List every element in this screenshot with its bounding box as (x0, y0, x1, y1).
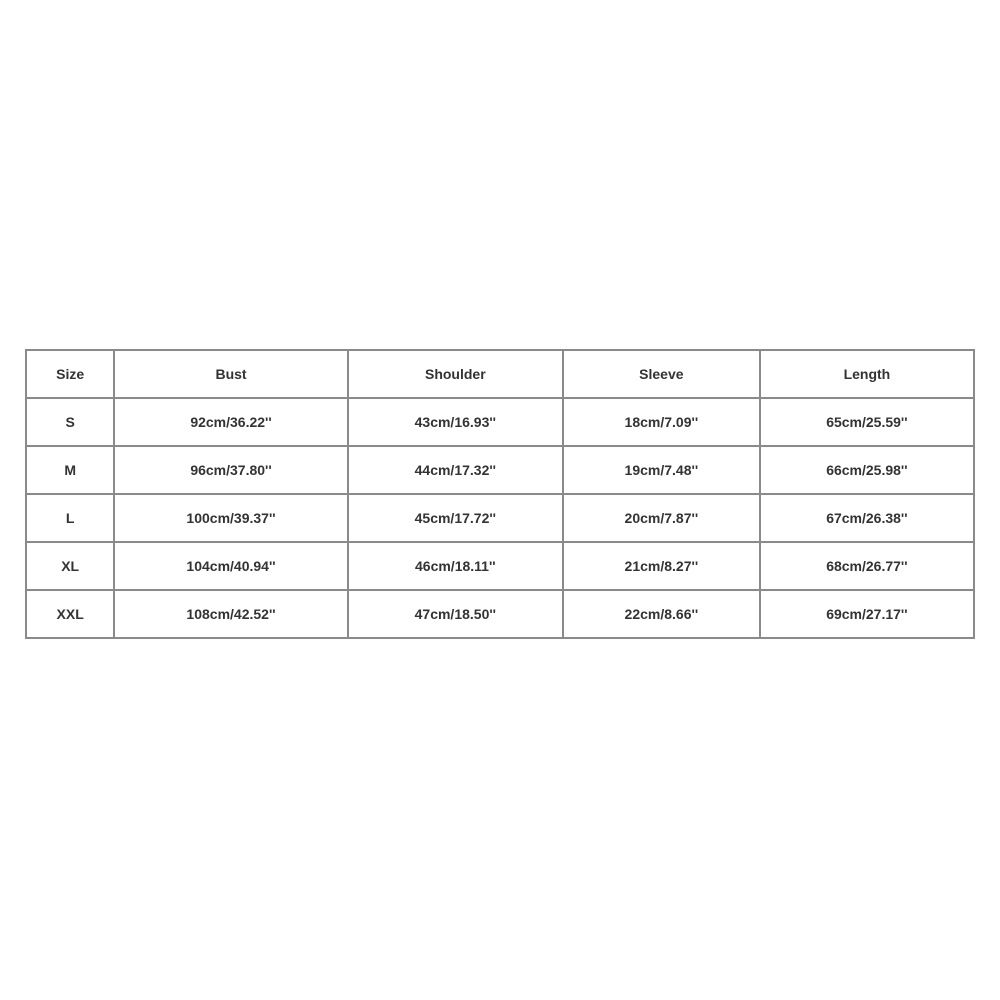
cell-bust: 104cm/40.94'' (114, 542, 347, 590)
table-header-row (26, 350, 974, 398)
cell-shoulder: 45cm/17.72'' (348, 494, 563, 542)
table-row (26, 446, 974, 494)
cell-length: 65cm/25.59'' (760, 398, 974, 446)
table-row (26, 398, 974, 446)
cell-bust: 100cm/39.37'' (114, 494, 347, 542)
cell-size: S (26, 398, 114, 446)
table-row (26, 590, 974, 638)
header-shoulder: Shoulder (348, 350, 563, 398)
cell-sleeve: 22cm/8.66'' (563, 590, 760, 638)
table-row (26, 494, 974, 542)
header-size: Size (26, 350, 114, 398)
header-sleeve: Sleeve (563, 350, 760, 398)
cell-sleeve: 19cm/7.48'' (563, 446, 760, 494)
cell-size: XL (26, 542, 114, 590)
cell-bust: 96cm/37.80'' (114, 446, 347, 494)
cell-sleeve: 18cm/7.09'' (563, 398, 760, 446)
cell-length: 67cm/26.38'' (760, 494, 974, 542)
cell-bust: 92cm/36.22'' (114, 398, 347, 446)
cell-size: L (26, 494, 114, 542)
cell-shoulder: 47cm/18.50'' (348, 590, 563, 638)
cell-shoulder: 44cm/17.32'' (348, 446, 563, 494)
cell-length: 66cm/25.98'' (760, 446, 974, 494)
header-length: Length (760, 350, 974, 398)
cell-shoulder: 46cm/18.11'' (348, 542, 563, 590)
cell-length: 69cm/27.17'' (760, 590, 974, 638)
table-row (26, 542, 974, 590)
cell-length: 68cm/26.77'' (760, 542, 974, 590)
size-chart-table (25, 349, 975, 639)
cell-size: XXL (26, 590, 114, 638)
cell-bust: 108cm/42.52'' (114, 590, 347, 638)
cell-size: M (26, 446, 114, 494)
cell-sleeve: 20cm/7.87'' (563, 494, 760, 542)
cell-sleeve: 21cm/8.27'' (563, 542, 760, 590)
header-bust: Bust (114, 350, 347, 398)
cell-shoulder: 43cm/16.93'' (348, 398, 563, 446)
